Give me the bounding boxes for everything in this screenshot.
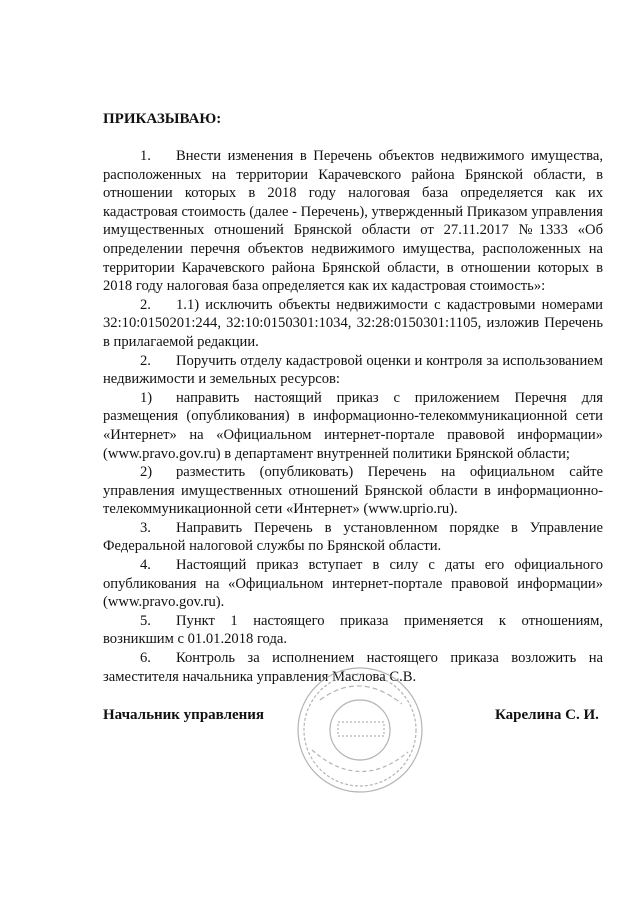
round-seal-stamp-icon bbox=[290, 660, 430, 800]
signature-position: Начальник управления bbox=[103, 707, 265, 723]
paragraph-text: Настоящий приказ вступает в силу с даты его официального опубликования на «Официальном интернет-портале правовой информации» (www.pravo.gov.ru). bbox=[103, 557, 603, 611]
paragraph-text: 1.1) исключить объекты недвижимости с кадастровыми номерами 32:10:0150201:244, 32:10:0150301:1034, 32:28:0150301:1105, изложив Перечень в прилагаемой редакции. bbox=[103, 296, 603, 350]
paragraph-1 bbox=[103, 147, 603, 296]
paragraph-number: 6. bbox=[140, 650, 151, 667]
paragraph-3 bbox=[103, 519, 603, 556]
paragraph-number: 2) bbox=[140, 464, 153, 481]
paragraph-text: направить настоящий приказ с приложением Перечня для размещения (опубликования) в информационно-телекоммуникационной сети «Интернет» на «Официальном интернет-портале правовой информации» (www.pravo.gov.ru) в департамент внутренней политики Брянской области; bbox=[103, 389, 603, 462]
paragraph-text: Внести изменения в Перечень объектов недвижимого имущества, расположенных на территории Карачевского района Брянской области, в отношении которых в 2018 году налоговая база определяется как их кадастровая стоимость (далее - Перечень), утвержденный Приказом управления имущественных отношений Брянской области от 27.11.2017 №1333 «Об определении перечня объектов недвижимого имущества, расположенных на территории Карачевского района Брянской области, в отношении которых в 2018 году налоговая база определяется как их кадастровая стоимость»: bbox=[103, 148, 603, 295]
paragraph-number: 1. bbox=[140, 148, 151, 164]
paragraph-number: 3. bbox=[140, 519, 151, 536]
paragraph-number: 1) bbox=[140, 389, 153, 406]
paragraph-text: Пункт 1 настоящего приказа применяется к отношениям, возникшим с 01.01.2018 года. bbox=[103, 612, 603, 648]
paragraph-2 bbox=[103, 352, 603, 389]
order-heading: ПРИКАЗЫВАЮ: bbox=[103, 111, 222, 127]
paragraph-1-1 bbox=[103, 296, 603, 352]
order-body bbox=[103, 147, 603, 686]
paragraph-2-2 bbox=[103, 463, 603, 519]
paragraph-number: 2. bbox=[140, 352, 151, 369]
signature-name: Карелина С. И. bbox=[495, 707, 599, 723]
paragraph-5 bbox=[103, 612, 603, 649]
paragraph-number: 2. bbox=[140, 296, 151, 313]
paragraph-number: 5. bbox=[140, 612, 151, 629]
paragraph-text: Направить Перечень в установленном порядке в Управление Федеральной налоговой службы по Брянской области. bbox=[103, 519, 603, 555]
paragraph-text: Контроль за исполнением настоящего приказа возложить на заместителя начальника управления Маслова С.В. bbox=[103, 650, 603, 685]
paragraph-4 bbox=[103, 556, 603, 612]
paragraph-text: разместить (опубликовать) Перечень на официальном сайте управления имущественных отношений Брянской области в информационно-телекоммуникационной сети «Интернет» (www.uprio.ru). bbox=[103, 464, 603, 518]
paragraph-text: Поручить отделу кадастровой оценки и контроля за использованием недвижимости и земельных ресурсов: bbox=[103, 352, 603, 388]
paragraph-2-1 bbox=[103, 389, 603, 463]
paragraph-number: 4. bbox=[140, 557, 151, 574]
